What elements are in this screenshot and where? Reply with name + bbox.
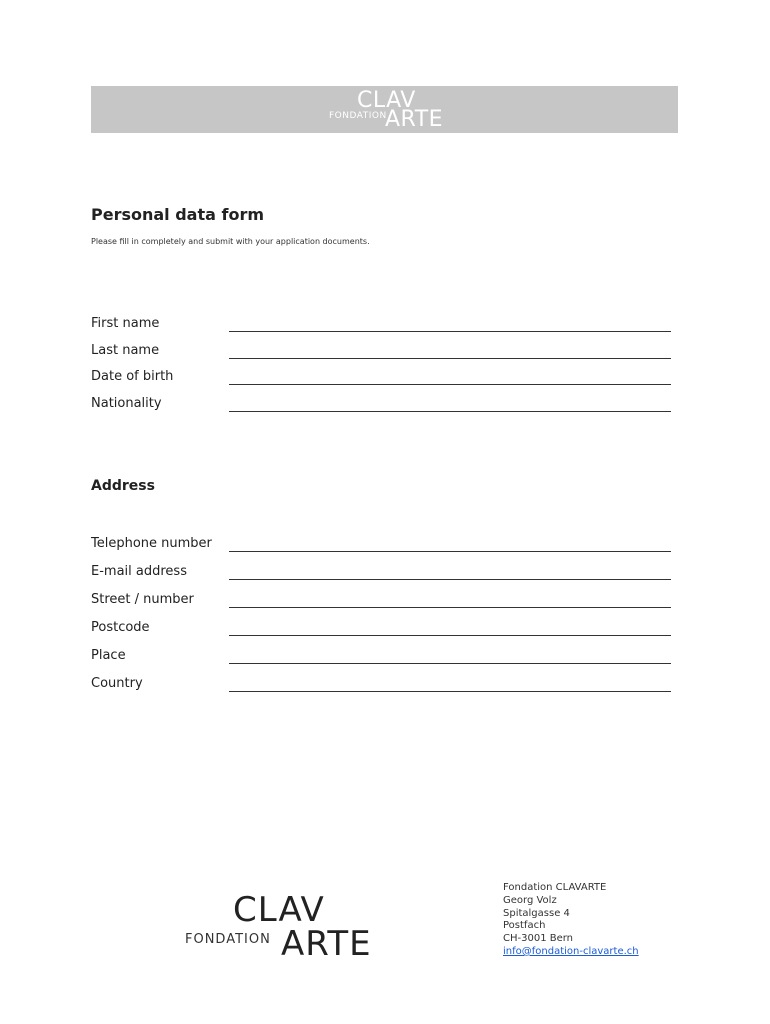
first-name-label: First name [91,316,160,331]
header-logo-clav: CLAV [357,88,416,113]
address-box: Postfach [503,920,546,932]
form-title: Personal data form [91,205,265,224]
email-input-line[interactable] [229,579,671,580]
street-input-line[interactable] [229,607,671,608]
postcode-input-line[interactable] [229,635,671,636]
postcode-label: Postcode [91,620,150,635]
address-street: Spitalgasse 4 [503,907,570,919]
first-name-input-line[interactable] [229,331,671,332]
country-input-line[interactable] [229,691,671,692]
field-place [91,648,671,668]
footer-logo [185,890,385,970]
field-nationality [91,396,671,416]
street-label: Street / number [91,592,194,607]
country-label: Country [91,676,143,691]
footer-logo-arte: ARTE [281,924,372,964]
last-name-label: Last name [91,343,160,358]
field-email [91,564,671,584]
field-first-name [91,316,671,336]
contact-address [503,882,639,959]
nationality-input-line[interactable] [229,411,671,412]
last-name-input-line[interactable] [229,358,671,359]
place-label: Place [91,648,126,663]
date-of-birth-input-line[interactable] [229,384,671,385]
header-logo-fondation: FONDATION [329,111,387,121]
field-country [91,676,671,696]
field-last-name [91,343,671,363]
footer-logo-clav: CLAV [233,890,325,930]
address-org: Fondation CLAVARTE [503,882,607,893]
header-logo-arte: ARTE [385,107,444,132]
field-telephone [91,536,671,556]
header-banner [91,86,678,133]
nationality-label: Nationality [91,396,162,411]
address-email-link[interactable]: info@fondation-clavarte.ch [503,945,639,957]
email-label: E-mail address [91,564,187,579]
form-subtitle: Please fill in completely and submit with your application documents. [91,237,370,246]
field-date-of-birth [91,369,671,389]
address-heading: Address [91,478,155,494]
date-of-birth-label: Date of birth [91,369,174,384]
address-person: Georg Volz [503,894,557,906]
footer-logo-fondation: FONDATION [185,932,271,947]
address-city: CH-3001 Bern [503,933,574,945]
field-postcode [91,620,671,640]
telephone-label: Telephone number [91,536,212,551]
telephone-input-line[interactable] [229,551,671,552]
field-street [91,592,671,612]
place-input-line[interactable] [229,663,671,664]
